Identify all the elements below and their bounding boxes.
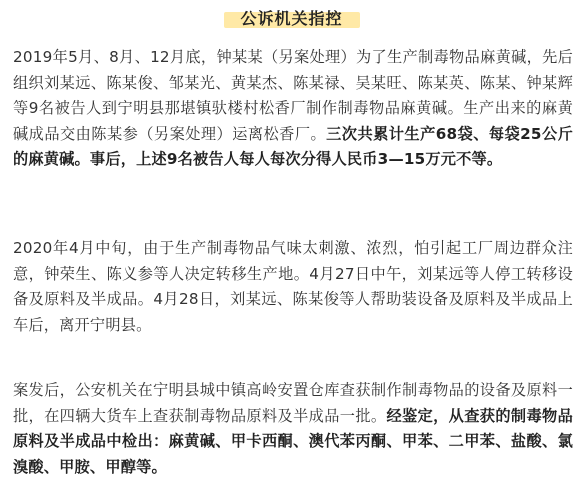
heading-title: 公诉机关指控: [240, 9, 343, 28]
section-heading: [0, 4, 583, 34]
paragraph-3: [13, 378, 573, 480]
paragraph-2-text: 2020年4月中旬，由于生产制毒物品气味太刺激、浓烈，怕引起工厂周边群众注意，钟荣生、陈义参等人决定转移生产地。4月27日中午，刘某远等人停工转移设备及原料及半成品。4月28日，刘某远、陈某俊等人帮助装设备及原料及半成品上车后，离开宁明县。: [13, 239, 573, 334]
paragraph-3-text: 案发后，公安机关在宁明县城中镇高岭安置仓库查获制作制毒物品的设备及原料一批，在四辆大货车上查获制毒物品原料及半成品一批。: [13, 381, 573, 425]
paragraph-3-bold-text: 经鉴定，从查获的制毒物品原料及半成品中检出：麻黄碱、甲卡西酮、澳代苯丙酮、甲苯、二甲苯、盐酸、氯溴酸、甲胺、甲醇等。: [13, 406, 573, 476]
paragraph-1-bold-text: 三次共累计生产68袋、每袋25公斤的麻黄碱。事后，上述9名被告人每人每次分得人民币3—15万元不等。: [13, 124, 574, 168]
paragraph-2: [13, 236, 573, 338]
paragraph-1: [13, 45, 573, 173]
paragraph-1-text: 2019年5月、8月、12月底，钟某某（另案处理）为了生产制毒物品麻黄碱，先后组织刘某远、陈某俊、邹某光、黄某杰、陈某禄、吴某旺、陈某英、陈某、钟某辉等9名被告人到宁明县那堪镇驮楼村松香厂制作制毒物品麻黄碱。生产出来的麻黄碱成品交由陈某参（另案处理）运离松香厂。: [13, 48, 573, 143]
